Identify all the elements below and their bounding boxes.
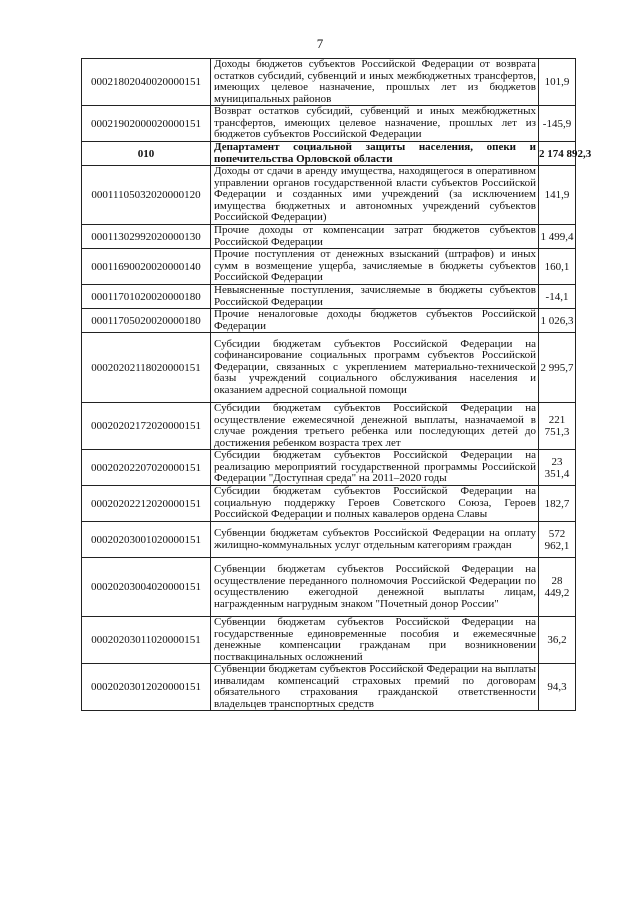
revenue-description: Прочие доходы от компенсации затрат бюджетов субъектов Российской Федерации — [211, 225, 539, 249]
revenue-amount: 1 499,4 — [539, 225, 576, 249]
table-row — [82, 522, 576, 558]
revenue-description: Департамент социальной защиты населения, опеки и попечительства Орловской области — [211, 142, 539, 166]
revenue-description: Субсидии бюджетам субъектов Российской Федерации на осуществление ежемесячной денежной выплаты, назначаемой в случае рождения третьего ребенка или последующих детей до достижения ребенком возраста трех лет — [211, 403, 539, 450]
revenue-code: 00020203004020000151 — [82, 558, 211, 617]
table-row — [82, 249, 576, 285]
revenue-description: Доходы бюджетов субъектов Российской Федерации от возврата остатков субсидий, субвенций и иных межбюджетных трансфертов, имеющих целевое назначение, прошлых лет из бюджетов муниципальных районов — [211, 59, 539, 106]
revenue-code: 010 — [82, 142, 211, 166]
revenue-amount: 28 449,2 — [539, 558, 576, 617]
table-row — [82, 59, 576, 106]
revenue-description: Доходы от сдачи в аренду имущества, находящегося в оперативном управлении органов государственной власти субъектов Российской Федерации и созданных ими учреждений (за исключением имущества бюджетных и автономных учреждений субъектов Российской Федерации) — [211, 166, 539, 225]
revenue-code: 00011705020020000180 — [82, 309, 211, 333]
revenue-amount: 23 351,4 — [539, 450, 576, 486]
revenue-code: 00020203011020000151 — [82, 617, 211, 664]
revenue-description: Прочие неналоговые доходы бюджетов субъектов Российской Федерации — [211, 309, 539, 333]
table-row — [82, 166, 576, 225]
revenue-amount: 182,7 — [539, 486, 576, 522]
revenue-description: Субвенции бюджетам субъектов Российской Федерации на государственные единовременные пособия и ежемесячные денежные компенсации гражданам при возникновении поствакцинальных осложнений — [211, 617, 539, 664]
table-row — [82, 403, 576, 450]
revenue-description: Субвенции бюджетам субъектов Российской Федерации на осуществление переданного полномочия Российской Федерации по осуществлению ежегодной денежной выплаты лицам, награжденным нагрудным знаком "Почетный донор России" — [211, 558, 539, 617]
table-row — [82, 450, 576, 486]
revenue-description: Субвенции бюджетам субъектов Российской Федерации на выплаты инвалидам компенсаций страховых премий по договорам обязательного страхования гражданской ответственности владельцев транспортных средств — [211, 664, 539, 711]
table-row — [82, 106, 576, 142]
revenue-amount: -14,1 — [539, 285, 576, 309]
page-number: 7 — [316, 36, 324, 51]
revenue-code: 00020202172020000151 — [82, 403, 211, 450]
revenue-description: Субвенции бюджетам субъектов Российской Федерации на оплату жилищно-коммунальных услуг отдельным категориям граждан — [211, 522, 539, 558]
revenue-amount: 221 751,3 — [539, 403, 576, 450]
revenue-code: 00011701020020000180 — [82, 285, 211, 309]
revenue-amount: 572 962,1 — [539, 522, 576, 558]
table-row — [82, 225, 576, 249]
budget-revenue-table — [81, 58, 592, 711]
revenue-description: Прочие поступления от денежных взысканий (штрафов) и иных сумм в возмещение ущерба, зачисляемые в бюджеты субъектов Российской Федерации — [211, 249, 539, 285]
revenue-amount: 36,2 — [539, 617, 576, 664]
revenue-code: 00011302992020000130 — [82, 225, 211, 249]
revenue-description: Возврат остатков субсидий, субвенций и иных межбюджетных трансфертов, имеющих целевое назначение, прошлых лет из бюджетов субъектов Российской Федерации — [211, 106, 539, 142]
table-row — [82, 309, 576, 333]
table-row — [82, 285, 576, 309]
revenue-amount: 101,9 — [539, 59, 576, 106]
revenue-code: 00020202212020000151 — [82, 486, 211, 522]
revenue-amount: 94,3 — [539, 664, 576, 711]
revenue-description: Субсидии бюджетам субъектов Российской Федерации на софинансирование социальных программ субъектов Российской Федерации, связанных с укреплением материально-технической базы учреждений социального обслуживания населения и оказанием адресной социальной помощи — [211, 333, 539, 403]
revenue-code: 00011690020020000140 — [82, 249, 211, 285]
revenue-code: 00020202118020000151 — [82, 333, 211, 403]
table-row — [82, 558, 576, 617]
revenue-amount: 141,9 — [539, 166, 576, 225]
revenue-amount: 160,1 — [539, 249, 576, 285]
table-row — [82, 617, 576, 664]
revenue-description: Субсидии бюджетам субъектов Российской Федерации на реализацию мероприятий государственной программы Российской Федерации "Доступная среда" на 2011–2020 годы — [211, 450, 539, 486]
table-row — [82, 664, 576, 711]
table-row — [82, 486, 576, 522]
revenue-code: 00021802040020000151 — [82, 59, 211, 106]
revenue-amount: 2 174 892,3 — [539, 142, 576, 166]
revenue-code: 00020203001020000151 — [82, 522, 211, 558]
revenue-amount: 2 995,7 — [539, 333, 576, 403]
revenue-code: 00011105032020000120 — [82, 166, 211, 225]
revenue-amount: -145,9 — [539, 106, 576, 142]
table-row — [82, 142, 576, 166]
revenue-description: Субсидии бюджетам субъектов Российской Федерации на социальную поддержку Героев Советского Союза, Героев Российской Федерации и полных кавалеров ордена Славы — [211, 486, 539, 522]
table-row — [82, 333, 576, 403]
revenue-code: 00021902000020000151 — [82, 106, 211, 142]
revenue-description: Невыясненные поступления, зачисляемые в бюджеты субъектов Российской Федерации — [211, 285, 539, 309]
revenue-code: 00020203012020000151 — [82, 664, 211, 711]
revenue-amount: 1 026,3 — [539, 309, 576, 333]
revenue-code: 00020202207020000151 — [82, 450, 211, 486]
